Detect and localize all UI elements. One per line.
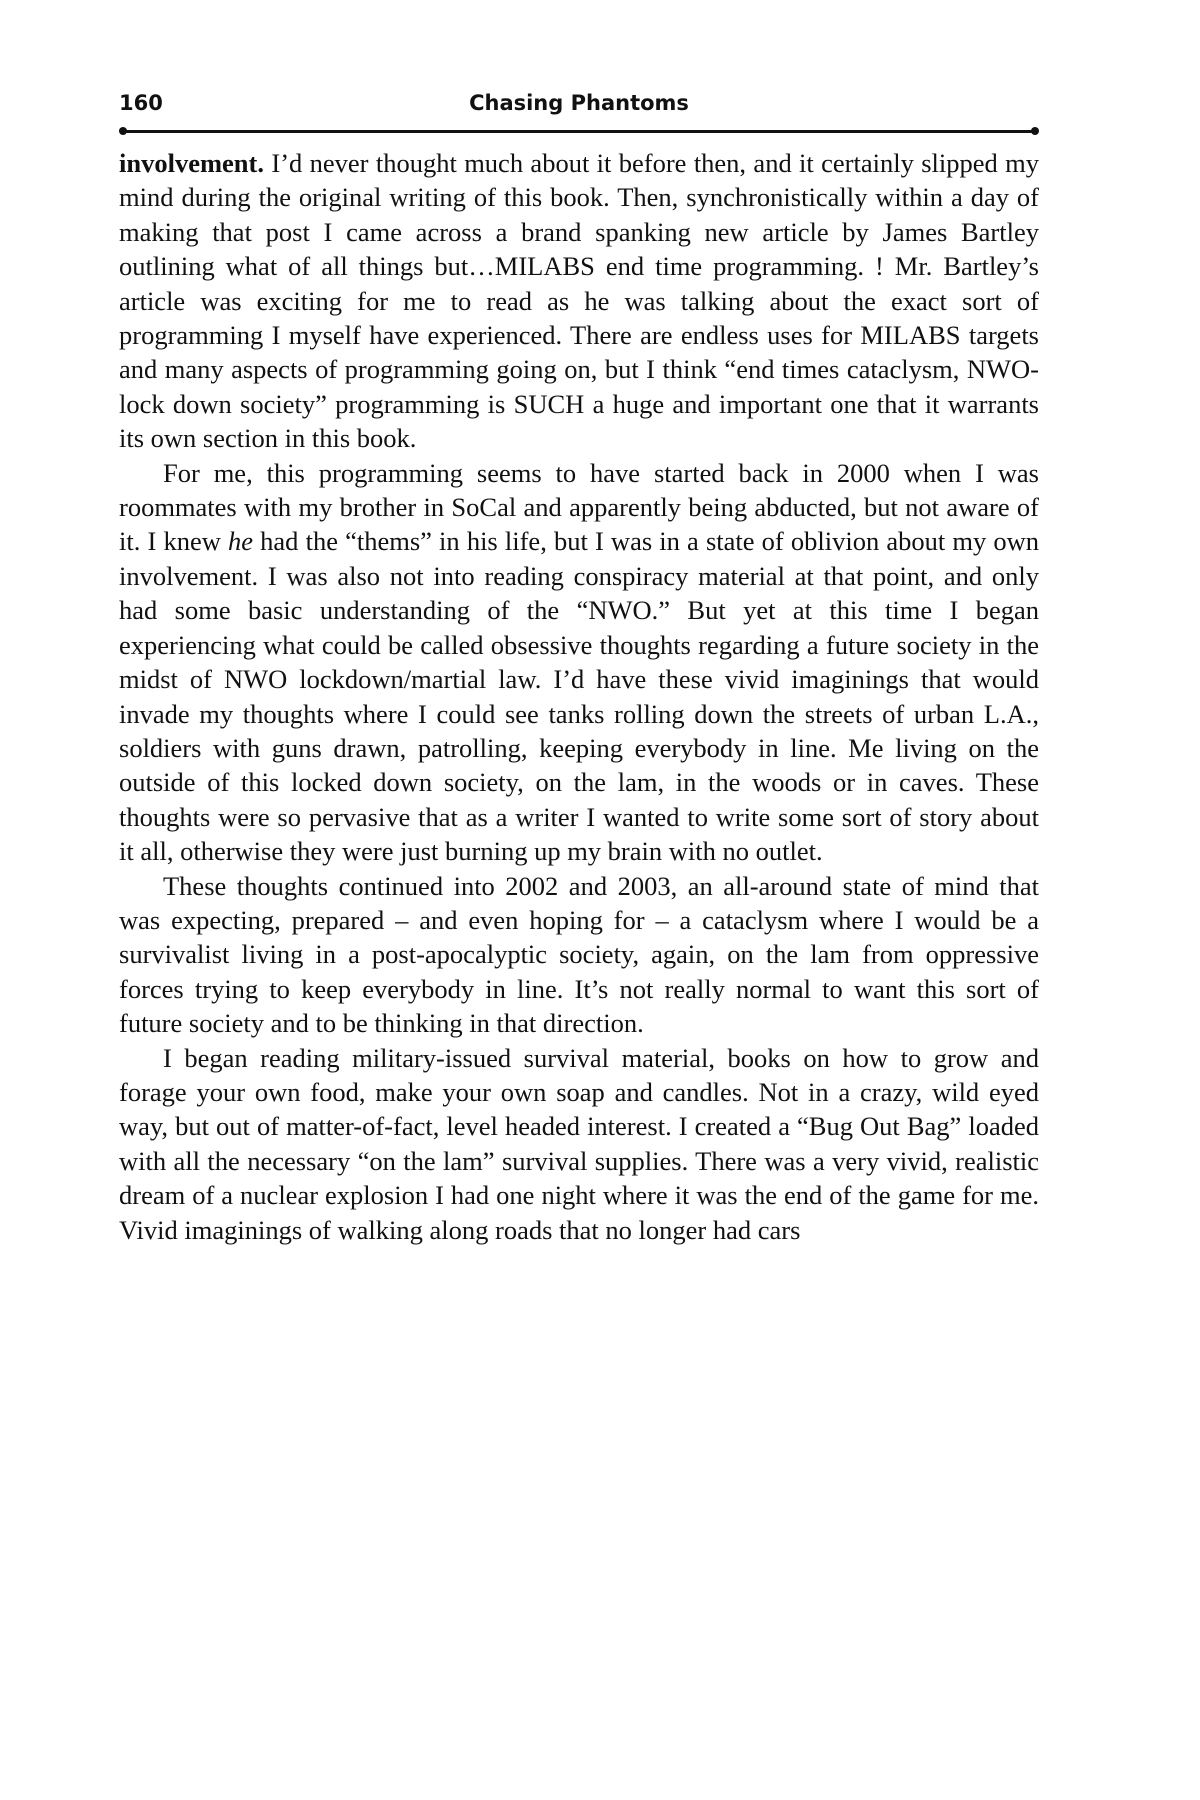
page-number: 160 (119, 91, 163, 115)
paragraph-1-lead: involvement. (119, 148, 264, 178)
paragraph-2-text-b: had the “thems” in his life, but I was in a state of oblivion about my own involvement. I was also not into reading conspiracy material at that point, and only had some basic understanding of the “NWO.” But yet at this time I began experiencing what could be called obsessive thoughts regarding a future society in the midst of NWO lockdown/martial law. I’d have these vivid imaginings that would invade my thoughts where I could see tanks rolling down the streets of urban L.A., soldiers with guns drawn, patrolling, keeping everybody in line. Me living on the outside of this locked down society, on the lam, in the woods or in caves. These thoughts were so pervasive that as a writer I wanted to write some sort of story about it all, otherwise they were just burning up my brain with no outlet. (119, 526, 1040, 867)
header-rule (119, 126, 1039, 136)
paragraph-1-text: I’d never thought much about it before then, and it certainly slipped my mind during the original writing of this book. Then, synchronistically within a day of making that post I came across a brand spanking new article by James Bartley outlining what of all things but…MILABS end time programming. ! Mr. Bartley’s article was exciting for me to read as he was talking about the exact sort of programming I myself have experienced. There are endless uses for MILABS targets and many aspects of programming going on, but I think “end times cataclysm, NWO-lock down society” programming is SUCH a huge and important one that it warrants its own section in this book. (119, 148, 1039, 454)
paragraph-2-text-a: For me, this programming seems to have started back in 2000 when I was roommates with my brother in SoCal and apparently being abducted, but not aware of it. I knew (119, 457, 1039, 557)
page-header (119, 90, 1039, 126)
rule-right-dot (1031, 127, 1039, 135)
paragraph-3: These thoughts continued into 2002 and 2003, an all-around state of mind that was expecting, prepared – and even hoping for – a cataclysm where I would be a survivalist living in a post-apocalyptic society, again, on the lam from oppressive forces trying to keep everybody in line. It’s not really normal to want this sort of future society and to be thinking in that direction. (119, 870, 1039, 1039)
paragraph-1 (119, 146, 1039, 456)
book-page (119, 90, 1039, 1770)
rule-line (122, 130, 1036, 133)
paragraph-2 (119, 456, 1039, 869)
running-head: Chasing Phantoms (469, 91, 689, 115)
paragraph-2-italic: he (228, 526, 254, 557)
body-text (119, 146, 1039, 1247)
paragraph-4: I began reading military-issued survival material, books on how to grow and forage your own food, make your own soap and candles. Not in a crazy, wild eyed way, but out of matter-of-fact, level headed interest. I created a “Bug Out Bag” loaded with all the necessary “on the lam” survival supplies. There was a very vivid, realistic dream of a nuclear explosion I had one night where it was the end of the game for me. Vivid imaginings of walking along roads that no longer had cars (119, 1042, 1039, 1245)
